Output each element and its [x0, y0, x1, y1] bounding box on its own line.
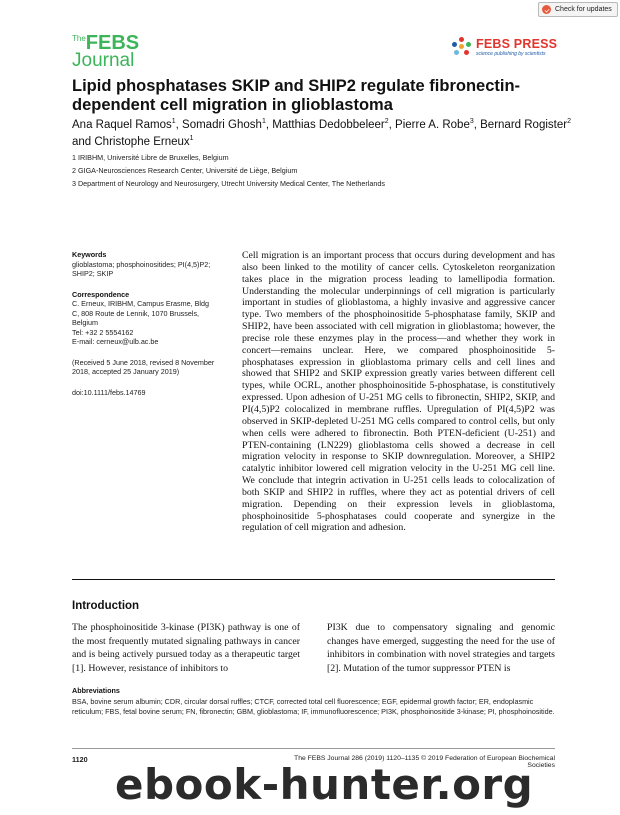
watermark: ebook-hunter.org	[115, 760, 534, 809]
abbreviations-heading: Abbreviations	[72, 686, 120, 695]
introduction-column-right: PI3K due to compensatory signaling and genomic changes have emerged, suggesting the need for the use of inhibitors in combination with novel strategies and targets [2]. Mutation of the tumor suppressor PTEN is	[327, 622, 555, 675]
correspondence-line: C. Erneux, IRIBHM, Campus Erasme, Bldg	[72, 299, 210, 308]
check-for-updates-button[interactable]	[538, 2, 618, 17]
author-name: Bernard Rogister$^2$	[480, 118, 571, 131]
affiliation: 2 GIGA-Neurosciences Research Center, Université de Liège, Belgium	[72, 166, 298, 175]
author-affiliation-mark: 1	[171, 118, 176, 125]
correspondence-heading: Correspondence	[72, 289, 130, 299]
affiliation-list	[72, 151, 572, 190]
febs-press-tagline: science publishing by scientists	[476, 51, 546, 57]
keywords-text: glioblastoma; phosphoinositides; PI(4,5)P2; SHIP2; SKIP	[72, 259, 211, 278]
author-name: Pierre A. Robe$^3$	[395, 118, 474, 131]
page-number: 1120	[72, 755, 88, 764]
author-name: Ana Raquel Ramos$^1$	[72, 118, 176, 131]
author-affiliation-mark: 1	[261, 118, 266, 125]
article-info-sidebar	[72, 250, 232, 397]
febs-journal-logo: TheFEBS Journal	[72, 32, 140, 71]
abbreviations-block	[72, 686, 555, 718]
keywords-heading: Keywords	[72, 250, 107, 259]
author-list: Ana Raquel Ramos$^1$, Somadri Ghosh$^1$, Matthias Dedobbeleer$^2$, Pierre A. Robe$^3$, Bernard Rogister$^2$ and Christophe Erneux$^1$	[72, 118, 571, 148]
correspondence-email: E-mail: cerneux@ulb.ac.be	[72, 337, 159, 346]
correspondence-line: Belgium	[72, 318, 98, 327]
abstract-divider	[72, 579, 555, 580]
febs-press-logo	[452, 37, 557, 57]
article-title: Lipid phosphatases SKIP and SHIP2 regulate fibronectin-dependent cell migration in glioblastoma	[72, 77, 521, 114]
introduction-heading: Introduction	[72, 600, 140, 612]
received-dates: (Received 5 June 2018, revised 8 November	[72, 357, 215, 367]
author-affiliation-mark: 3	[469, 118, 474, 125]
author-affiliation-mark: 1	[189, 134, 194, 142]
correspondence-line: Tel: +32 2 5554162	[72, 327, 134, 337]
correspondence-line: C, 808 Route de Lennik, 1070 Brussels,	[72, 308, 200, 318]
received-dates: 2018, accepted 25 January 2019)	[72, 367, 180, 376]
febs-press-dots-icon	[452, 37, 472, 57]
running-footer: The FEBS Journal 286 (2019) 1120–1135 © 2019 Federation of European Biochemical Societies	[294, 755, 555, 769]
footer-divider	[72, 748, 555, 749]
affiliation: 1 IRIBHM, Université Libre de Bruxelles, Belgium	[72, 153, 229, 162]
affiliation: 3 Department of Neurology and Neurosurgery, Utrecht University Medical Center, The Netherlands	[72, 179, 385, 188]
author-affiliation-mark: 2	[567, 118, 571, 125]
introduction-column-left: The phosphoinositide 3-kinase (PI3K) pathway is one of the most frequently mutated signaling pathways in cancer and is being actively pursued today as a therapeutic target [1]. However, resistance of inhibitors to	[72, 622, 300, 675]
author-name: and Christophe Erneux$^1$	[72, 134, 194, 148]
check-for-updates-label: Check for updates	[555, 6, 612, 13]
author-name: Somadri Ghosh$^1$	[182, 118, 266, 131]
abbreviations-text: BSA, bovine serum albumin; CDR, circular dorsal ruffles; CTCF, corrected total cell fluorescence; EGF, epidermal growth factor; ER, endoplasmic reticulum; FBS, fetal bovine serum; FN, fibronectin; GBM, glioblastoma; IF, immunofluorescence; PI3K, phosphoinositide 3-kinase; PI, phosphoinositide.	[72, 696, 555, 716]
author-name: Matthias Dedobbeleer$^2$	[272, 118, 389, 131]
febs-press-name: FEBS PRESS	[476, 37, 558, 51]
author-affiliation-mark: 2	[384, 118, 389, 125]
doi-link[interactable]: doi:10.1111/febs.14769	[72, 387, 146, 397]
abstract-text: Cell migration is an important process that occurs during development and has also been linked to the motility of cancer cells. Cytoskeleton reorganization takes place in the migration process leading to lamellipodia formation. Understanding the molecular underpinnings of cell migration is particularly important in studies of glioblastoma, a highly invasive and aggressive cancer type. Two members of the phosphoinositide 5-phosphatase family, SKIP and SHIP2, have been associated with cell migration in glioblastoma; however, the precise role these enzymes play in the process—and whether they work in concert—remains unclear. Here, we compared phosphoinositide 5-phosphatases expression in glioblastoma primary cells and cell lines and showed that SHIP2 and SKIP expression greatly varies between different cell types, while OCRL, another phosphoinositide 5-phosphatase, is constitutively expressed. Upon adhesion of U-251 MG cells to fibronectin, SHIP2, SKIP, and PI(4,5)P2 colocalized in membrane ruffles. Upregulation of PI(4,5)P2 was observed in SKIP-depleted U-251 MG cells compared to control cells, but only when cells were adhered to fibronectin. Both PTEN-deficient (U-251) and PTEN-containing (LN229) glioblastoma cells showed a decrease in cell migration velocity in response to SKIP downregulation. Moreover, a SHIP2 catalytic inhibitor lowered cell migration velocity in the U-251 MG cell line. We conclude that integrin activation in U-251 cells leads to colocalization of both SKIP and SHIP2 in ruffles, where they act as potential drivers of cell migration. Depending on their expression levels in glioblastoma, phosphoinositide 5-phosphatases could cooperate and synergize in the regulation of cell migration and adhesion.	[242, 250, 555, 534]
check-update-icon	[542, 5, 551, 14]
